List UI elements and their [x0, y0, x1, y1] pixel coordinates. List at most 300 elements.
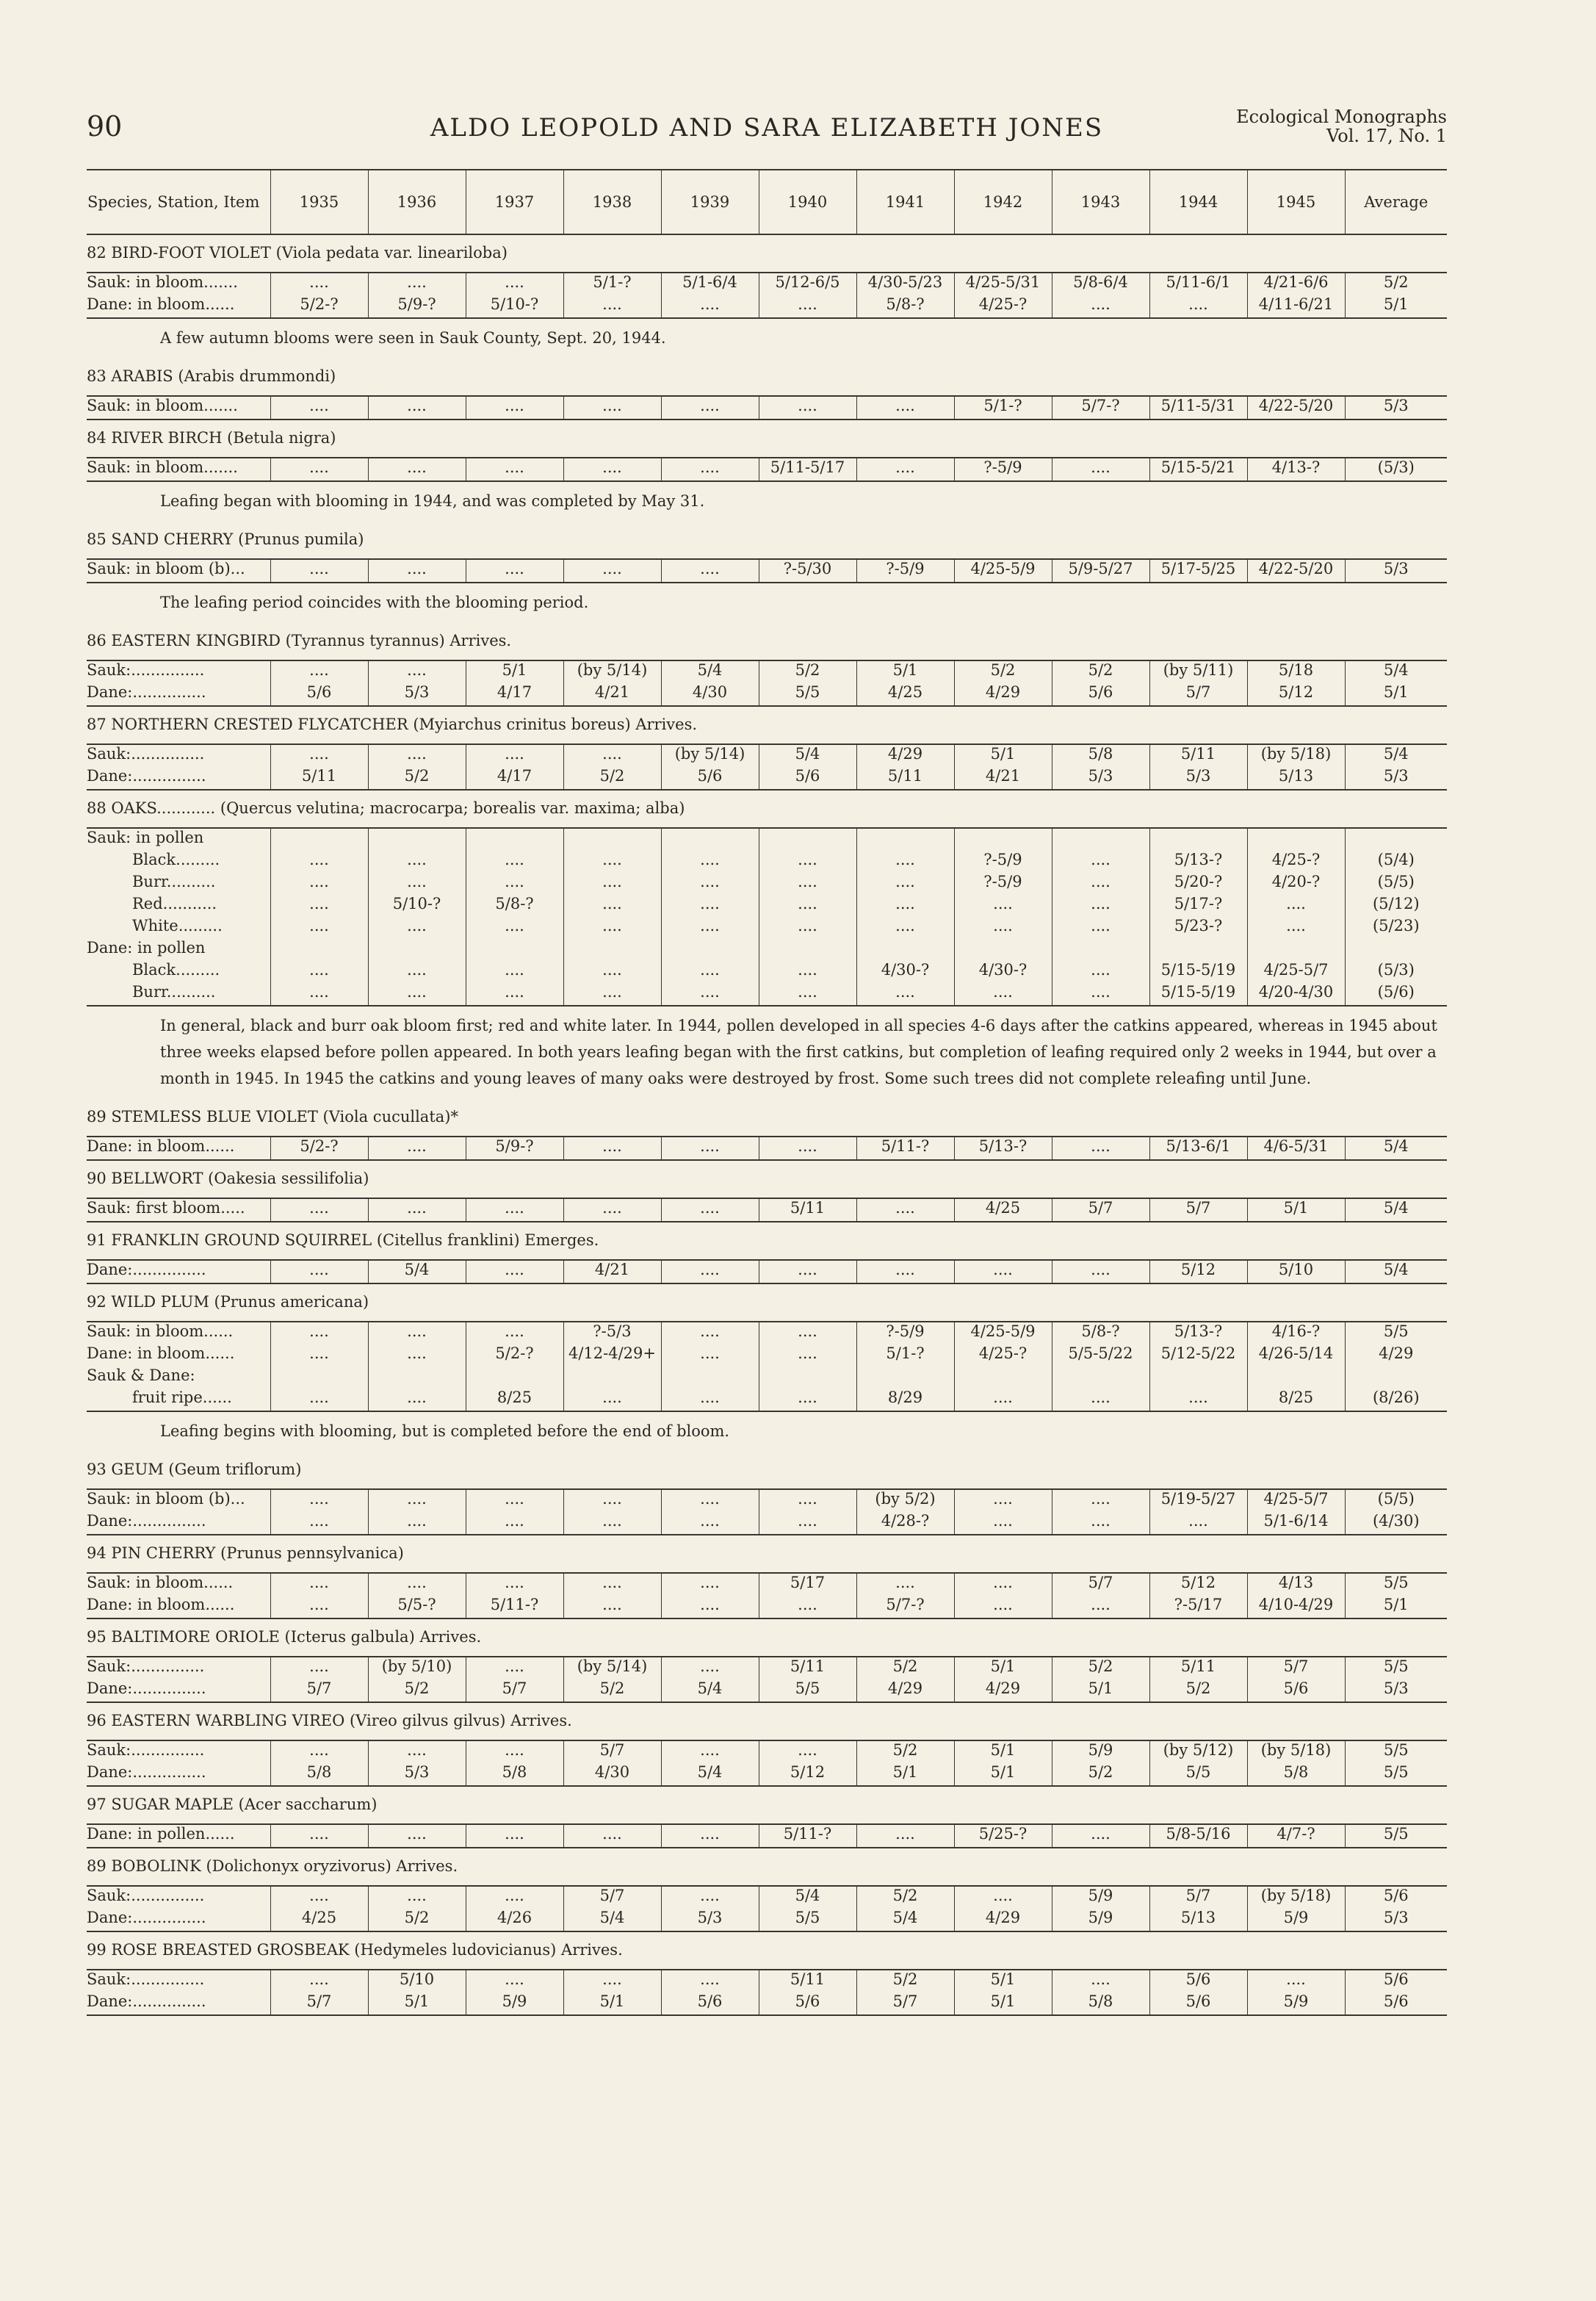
table-cell: 5/1 — [954, 1763, 1052, 1786]
page-number: 90 — [87, 110, 123, 143]
column-header: 1943 — [1052, 170, 1149, 234]
table-cell: .... — [270, 273, 368, 295]
table-cell: .... — [563, 1512, 661, 1535]
table-cell: 5/25-? — [954, 1824, 1052, 1848]
table-cell: 5/2 — [856, 1886, 954, 1909]
table-cell: 5/6 — [1345, 1970, 1447, 1992]
species-title-row — [87, 790, 1447, 828]
table-cell: .... — [563, 396, 661, 419]
table-cell: .... — [661, 1260, 759, 1283]
table-cell: .... — [759, 851, 856, 873]
table-cell: .... — [270, 744, 368, 767]
table-cell: .... — [270, 1596, 368, 1618]
table-cell: .... — [661, 895, 759, 917]
table-cell: .... — [759, 873, 856, 895]
table-cell: .... — [1149, 295, 1247, 318]
table-cell: 4/26-5/14 — [1247, 1344, 1345, 1366]
table-cell: .... — [466, 983, 563, 1006]
table-cell — [368, 939, 466, 961]
table-cell: 4/25-? — [954, 1344, 1052, 1366]
column-header: 1936 — [368, 170, 466, 234]
table-cell: 4/21 — [563, 683, 661, 706]
table-row — [87, 1137, 1447, 1160]
species-title-row — [87, 1222, 1447, 1260]
table-cell — [368, 828, 466, 851]
table-cell: .... — [563, 1596, 661, 1618]
species-title-row — [87, 522, 1447, 559]
table-cell: 5/4 — [563, 1909, 661, 1931]
table-cell: 5/5 — [1149, 1763, 1247, 1786]
table-cell: .... — [368, 961, 466, 983]
table-cell: 5/5 — [1345, 1740, 1447, 1763]
table-cell — [1345, 828, 1447, 851]
table-cell: .... — [563, 1489, 661, 1512]
table-cell: 5/5 — [1345, 1657, 1447, 1679]
journal-name: Ecological Monographs — [1236, 107, 1447, 127]
table-cell: (5/12) — [1345, 895, 1447, 917]
table-cell: 5/10 — [1247, 1260, 1345, 1283]
table-cell: .... — [1247, 895, 1345, 917]
table-cell: 4/20-? — [1247, 873, 1345, 895]
table-cell: 5/7 — [856, 1992, 954, 2015]
table-cell: .... — [1052, 895, 1149, 917]
species-note: In general, black and burr oak bloom first; red and white later. In 1944, pollen developed in all species 4-6 days after the catkins appeared, whereas in 1945 about three weeks elapsed before pollen appeared. In both years leafing began with the first catkins, but completion of leafing required only 2 weeks in 1944, but over a month in 1945. In 1945 the catkins and young leaves of many oaks were destroyed by frost. Some such trees did not complete releafing until June. — [160, 1017, 1437, 1087]
species-title: 91 FRANKLIN GROUND SQUIRREL (Citellus franklini) Emerges. — [87, 1222, 1447, 1260]
row-label: Dane:............... — [87, 683, 270, 706]
table-cell: 5/9 — [1052, 1909, 1149, 1931]
table-cell: 5/1 — [1052, 1679, 1149, 1702]
table-cell: .... — [270, 895, 368, 917]
table-row — [87, 1596, 1447, 1618]
species-title-row — [87, 706, 1447, 744]
column-header: Average — [1345, 170, 1447, 234]
table-cell: ?-5/9 — [954, 873, 1052, 895]
table-cell: 5/9-? — [368, 295, 466, 318]
table-cell — [466, 828, 563, 851]
table-cell: 5/1 — [954, 1740, 1052, 1763]
table-row — [87, 767, 1447, 790]
table-cell: 5/17 — [759, 1573, 856, 1596]
table-cell: 5/13-? — [954, 1137, 1052, 1160]
table-cell: .... — [856, 895, 954, 917]
table-cell — [368, 1366, 466, 1389]
table-cell: 5/12 — [759, 1763, 856, 1786]
table-cell: .... — [1149, 1512, 1247, 1535]
table-cell: 5/8 — [1052, 744, 1149, 767]
table-cell: .... — [1052, 1596, 1149, 1618]
table-cell: .... — [1052, 917, 1149, 939]
table-cell: 5/1 — [368, 1992, 466, 2015]
table-row — [87, 273, 1447, 295]
table-cell: 5/4 — [759, 1886, 856, 1909]
table-cell: .... — [270, 1886, 368, 1909]
table-cell — [270, 939, 368, 961]
table-row — [87, 1657, 1447, 1679]
table-cell: .... — [368, 273, 466, 295]
table-cell: .... — [270, 851, 368, 873]
table-cell: 4/10-4/29 — [1247, 1596, 1345, 1618]
table-cell: .... — [856, 851, 954, 873]
table-cell — [1149, 939, 1247, 961]
table-cell: .... — [759, 895, 856, 917]
table-cell — [856, 1366, 954, 1389]
table-cell: .... — [270, 1260, 368, 1283]
table-cell — [563, 828, 661, 851]
table-cell: .... — [368, 1137, 466, 1160]
table-cell: .... — [466, 1573, 563, 1596]
table-cell: .... — [368, 458, 466, 481]
table-cell: 5/4 — [1345, 1260, 1447, 1283]
table-cell: .... — [270, 660, 368, 683]
table-cell: .... — [856, 917, 954, 939]
species-title: 93 GEUM (Geum triflorum) — [87, 1452, 1447, 1489]
table-cell: .... — [563, 851, 661, 873]
table-cell: 5/8-? — [1052, 1322, 1149, 1344]
table-cell: .... — [856, 1573, 954, 1596]
table-cell: .... — [661, 873, 759, 895]
table-cell: 5/7 — [466, 1679, 563, 1702]
table-cell: 5/3 — [661, 1909, 759, 1931]
table-cell: .... — [954, 1260, 1052, 1283]
table-cell — [856, 828, 954, 851]
table-cell: .... — [466, 1260, 563, 1283]
table-cell: 5/6 — [759, 767, 856, 790]
row-label: Dane:............... — [87, 1260, 270, 1283]
table-cell: 5/7 — [1052, 1198, 1149, 1222]
table-cell: 5/1 — [954, 1970, 1052, 1992]
table-cell: 5/3 — [368, 1763, 466, 1786]
table-cell: .... — [856, 1198, 954, 1222]
table-cell: .... — [759, 1512, 856, 1535]
species-note: Leafing begins with blooming, but is completed before the end of bloom. — [160, 1422, 730, 1440]
table-cell: .... — [1052, 1260, 1149, 1283]
table-cell: .... — [466, 873, 563, 895]
table-cell: .... — [661, 1137, 759, 1160]
table-cell — [661, 939, 759, 961]
row-label: Black......... — [132, 851, 220, 868]
table-cell: .... — [759, 295, 856, 318]
table-row — [87, 1573, 1447, 1596]
table-cell: .... — [563, 458, 661, 481]
table-cell: 4/25 — [270, 1909, 368, 1931]
column-header: 1941 — [856, 170, 954, 234]
table-cell: .... — [466, 1322, 563, 1344]
species-title: 97 SUGAR MAPLE (Acer saccharum) — [87, 1786, 1447, 1824]
table-cell: (by 5/18) — [1247, 1740, 1345, 1763]
table-cell: .... — [661, 1322, 759, 1344]
table-cell: 5/4 — [661, 1679, 759, 1702]
table-cell: 5/2 — [563, 767, 661, 790]
table-cell: 5/1 — [954, 1657, 1052, 1679]
journal-citation — [1236, 107, 1447, 145]
column-header: 1939 — [661, 170, 759, 234]
table-cell: .... — [759, 1389, 856, 1411]
table-cell: 4/6-5/31 — [1247, 1137, 1345, 1160]
table-cell: 5/3 — [1345, 1679, 1447, 1702]
row-label: Dane:............... — [87, 1909, 270, 1931]
table-cell: 4/11-6/21 — [1247, 295, 1345, 318]
table-row — [87, 1260, 1447, 1283]
table-cell: .... — [759, 917, 856, 939]
table-cell: 5/5 — [759, 683, 856, 706]
table-cell: .... — [661, 458, 759, 481]
table-cell: 5/6 — [661, 767, 759, 790]
table-cell: 5/9 — [1052, 1886, 1149, 1909]
table-cell: .... — [270, 458, 368, 481]
table-cell — [1247, 939, 1345, 961]
table-cell: .... — [661, 917, 759, 939]
table-cell: ?-5/30 — [759, 559, 856, 583]
table-cell: 5/12 — [1149, 1260, 1247, 1283]
table-cell: .... — [368, 1573, 466, 1596]
table-cell — [661, 828, 759, 851]
table-cell: .... — [368, 1740, 466, 1763]
table-cell: 5/7 — [1149, 1198, 1247, 1222]
species-title-row — [87, 1786, 1447, 1824]
table-cell: 5/2 — [759, 660, 856, 683]
table-cell: .... — [1052, 961, 1149, 983]
row-label: Sauk:............... — [87, 745, 205, 763]
table-cell: .... — [1052, 1970, 1149, 1992]
table-cell: 5/6 — [661, 1992, 759, 2015]
table-cell: 5/9-5/27 — [1052, 559, 1149, 583]
table-cell: 5/11 — [759, 1198, 856, 1222]
table-cell: 5/5 — [759, 1679, 856, 1702]
table-cell: .... — [563, 1573, 661, 1596]
table-cell — [1345, 939, 1447, 961]
table-cell — [661, 1366, 759, 1389]
species-title-row — [87, 234, 1447, 273]
table-cell: .... — [661, 1596, 759, 1618]
table-cell: 5/8 — [1052, 1992, 1149, 2015]
table-cell: 5/13 — [1247, 767, 1345, 790]
table-cell: 5/4 — [1345, 1137, 1447, 1160]
table-cell: (by 5/18) — [1247, 744, 1345, 767]
species-title: 89 BOBOLINK (Dolichonyx oryzivorus) Arrives. — [87, 1848, 1447, 1886]
table-cell: 5/4 — [1345, 660, 1447, 683]
table-cell: (by 5/14) — [661, 744, 759, 767]
table-cell: 5/6 — [1149, 1970, 1247, 1992]
table-cell: .... — [661, 1512, 759, 1535]
table-cell: 5/12-5/22 — [1149, 1344, 1247, 1366]
table-cell: .... — [661, 851, 759, 873]
table-cell — [270, 828, 368, 851]
table-cell: 5/18 — [1247, 660, 1345, 683]
table-cell — [759, 1366, 856, 1389]
species-note: The leafing period coincides with the blooming period. — [160, 594, 589, 611]
table-row — [87, 961, 1447, 983]
table-cell: 4/21 — [563, 1260, 661, 1283]
table-cell: .... — [954, 1389, 1052, 1411]
table-cell: .... — [856, 396, 954, 419]
table-cell: .... — [368, 1344, 466, 1366]
species-note: Leafing began with blooming in 1944, and was completed by May 31. — [160, 492, 705, 510]
table-cell: 5/7 — [270, 1992, 368, 2015]
species-title: 83 ARABIS (Arabis drummondi) — [87, 359, 1447, 396]
table-cell: .... — [368, 1489, 466, 1512]
table-cell: .... — [856, 983, 954, 1006]
table-cell — [954, 1366, 1052, 1389]
table-cell: .... — [270, 1322, 368, 1344]
table-cell: .... — [368, 1198, 466, 1222]
table-cell: .... — [466, 744, 563, 767]
table-cell: .... — [661, 295, 759, 318]
row-label: Sauk: in bloom (b)... — [87, 1490, 245, 1508]
table-cell: .... — [466, 1824, 563, 1848]
table-cell: .... — [270, 983, 368, 1006]
table-cell — [270, 1366, 368, 1389]
table-cell — [1345, 1366, 1447, 1389]
row-label: Sauk: in bloom...... — [87, 1574, 234, 1591]
table-cell: 5/1 — [1345, 295, 1447, 318]
species-title-row — [87, 1848, 1447, 1886]
table-cell: 5/9-? — [466, 1137, 563, 1160]
table-cell: ?-5/9 — [856, 1322, 954, 1344]
table-cell: .... — [954, 895, 1052, 917]
table-cell: 4/21-6/6 — [1247, 273, 1345, 295]
table-cell: .... — [563, 917, 661, 939]
species-title-row — [87, 1618, 1447, 1657]
row-label: Sauk: in bloom....... — [87, 273, 238, 291]
table-cell: 5/1-6/4 — [661, 273, 759, 295]
table-cell: 4/30-? — [954, 961, 1052, 983]
column-header: 1942 — [954, 170, 1052, 234]
species-note-row — [87, 1006, 1447, 1099]
table-cell: 5/3 — [1345, 559, 1447, 583]
table-cell: 4/26 — [466, 1909, 563, 1931]
table-cell: 4/17 — [466, 767, 563, 790]
table-cell: 5/6 — [270, 683, 368, 706]
table-cell: .... — [368, 851, 466, 873]
row-label: Dane:............... — [87, 1992, 270, 2015]
row-label: Dane:............... — [87, 1512, 270, 1535]
table-cell: .... — [466, 1970, 563, 1992]
table-cell: .... — [954, 917, 1052, 939]
row-label: fruit ripe...... — [87, 1389, 270, 1411]
table-row — [87, 873, 1447, 895]
row-label: Sauk: in pollen — [87, 829, 204, 846]
table-row — [87, 1389, 1447, 1411]
row-label: Burr.......... — [87, 983, 270, 1006]
column-header: 1935 — [270, 170, 368, 234]
table-cell: .... — [466, 559, 563, 583]
table-cell: 5/3 — [1345, 396, 1447, 419]
row-label: Sauk: first bloom..... — [87, 1198, 270, 1222]
table-cell: .... — [759, 983, 856, 1006]
table-cell: 5/8 — [466, 1763, 563, 1786]
row-label: Dane: in bloom...... — [87, 1344, 235, 1362]
table-cell: 5/2-? — [466, 1344, 563, 1366]
column-header: 1938 — [563, 170, 661, 234]
table-cell: .... — [466, 1657, 563, 1679]
table-cell: 5/11-5/31 — [1149, 396, 1247, 419]
row-label: Dane:............... — [87, 1763, 270, 1786]
table-cell: .... — [1052, 458, 1149, 481]
table-row — [87, 683, 1447, 706]
table-cell: .... — [368, 1824, 466, 1848]
row-label: Black......... — [132, 961, 220, 979]
row-label: Dane: in bloom...... — [87, 1596, 270, 1618]
species-note-row — [87, 318, 1447, 359]
table-cell: .... — [270, 1512, 368, 1535]
table-cell: (by 5/14) — [563, 1657, 661, 1679]
table-cell: 5/6 — [759, 1992, 856, 2015]
table-row — [87, 396, 1447, 419]
table-cell: 5/17-? — [1149, 895, 1247, 917]
table-cell: .... — [466, 458, 563, 481]
table-cell: 5/10 — [368, 1970, 466, 1992]
row-label: Dane: in pollen...... — [87, 1824, 270, 1848]
table-cell: ?-5/9 — [856, 559, 954, 583]
table-cell: 4/25-5/7 — [1247, 1489, 1345, 1512]
row-label: Dane: in bloom...... — [87, 295, 270, 318]
table-cell: .... — [563, 873, 661, 895]
table-row — [87, 660, 1447, 683]
running-title: ALDO LEOPOLD AND SARA ELIZABETH JONES — [430, 113, 1104, 143]
table-cell: 5/6 — [1149, 1992, 1247, 2015]
table-cell: 5/11 — [1149, 744, 1247, 767]
row-label: Sauk: in bloom...... — [87, 1322, 234, 1340]
table-cell: 5/1 — [1345, 1596, 1447, 1618]
table-cell — [1052, 828, 1149, 851]
table-cell: 4/25-5/9 — [954, 1322, 1052, 1344]
table-cell: 5/5 — [1345, 1573, 1447, 1596]
species-title-row — [87, 1099, 1447, 1137]
row-label: Sauk:............... — [87, 1657, 205, 1675]
table-cell: 5/6 — [1247, 1679, 1345, 1702]
table-cell: .... — [759, 961, 856, 983]
table-cell: .... — [368, 660, 466, 683]
table-row — [87, 458, 1447, 481]
table-cell: 5/13-? — [1149, 1322, 1247, 1344]
row-label: Red........... — [132, 895, 217, 912]
table-cell: 5/8-? — [856, 295, 954, 318]
table-cell — [563, 1366, 661, 1389]
table-cell: 4/29 — [1345, 1344, 1447, 1366]
table-cell: 5/2-? — [270, 1137, 368, 1160]
table-row — [87, 295, 1447, 318]
table-row — [87, 1824, 1447, 1848]
table-cell: .... — [1052, 1824, 1149, 1848]
table-cell: .... — [270, 559, 368, 583]
column-header: 1945 — [1247, 170, 1345, 234]
table-cell — [1052, 939, 1149, 961]
table-cell: .... — [563, 1137, 661, 1160]
table-cell: 5/7 — [270, 1679, 368, 1702]
table-cell: 5/11-? — [759, 1824, 856, 1848]
table-cell: .... — [661, 559, 759, 583]
table-cell: ?-5/9 — [954, 458, 1052, 481]
table-cell: .... — [1052, 1512, 1149, 1535]
table-cell: 5/13 — [1149, 1909, 1247, 1931]
species-note-row — [87, 481, 1447, 522]
table-cell: 5/10-? — [466, 295, 563, 318]
table-cell: 4/25-5/7 — [1247, 961, 1345, 983]
table-cell: .... — [856, 1260, 954, 1283]
table-row — [87, 1512, 1447, 1535]
table-cell: 5/4 — [759, 744, 856, 767]
row-label: Sauk: in bloom (b)... — [87, 559, 270, 583]
table-cell: .... — [563, 744, 661, 767]
species-title: 99 ROSE BREASTED GROSBEAK (Hedymeles ludovicianus) Arrives. — [87, 1931, 1447, 1970]
table-cell: .... — [1052, 851, 1149, 873]
column-header: Species, Station, Item — [87, 193, 260, 211]
table-cell: .... — [1052, 295, 1149, 318]
table-cell: 5/7 — [1247, 1657, 1345, 1679]
species-note-row — [87, 583, 1447, 623]
table-cell: .... — [1052, 1137, 1149, 1160]
table-cell: 5/3 — [1345, 1909, 1447, 1931]
